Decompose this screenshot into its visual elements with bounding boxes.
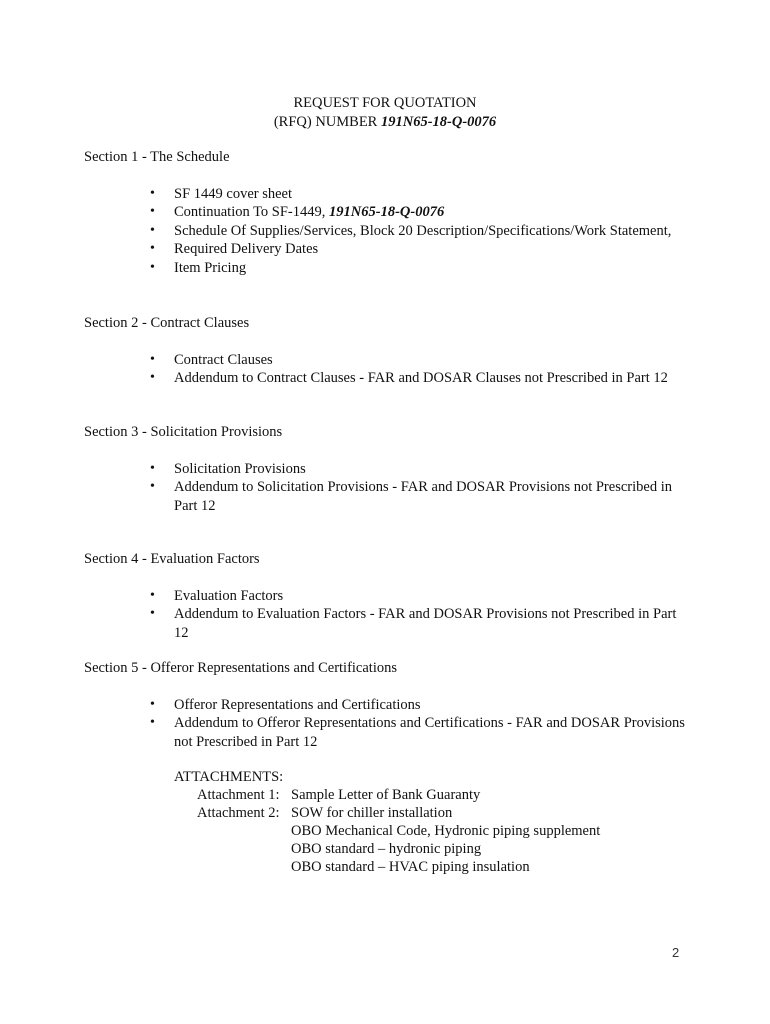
attachment-label: Attachment 1: <box>197 787 280 803</box>
attachment-2 <box>174 804 694 822</box>
attachment-value: SOW for chiller installation <box>291 805 453 821</box>
bullet-list <box>84 696 694 752</box>
rfq-number-inline: 191N65-18-Q-0076 <box>329 204 445 220</box>
list-item: • Addendum to Contract Clauses - FAR and DOSAR Clauses not Prescribed in Part 12 <box>84 369 694 388</box>
list-item <box>84 203 694 222</box>
rfq-number: 191N65-18-Q-0076 <box>380 113 497 130</box>
attachment-sub-item: OBO standard – hydronic piping <box>291 841 482 857</box>
section-heading: Section 3 - Solicitation Provisions <box>84 424 283 440</box>
bullet-list <box>84 460 694 516</box>
list-item: • Addendum to Evaluation Factors - FAR and DOSAR Provisions not Prescribed in Part 12 <box>84 605 694 642</box>
list-item-text: Continuation To SF-1449, <box>174 204 330 220</box>
title-line-2 <box>0 113 770 132</box>
list-item: • Item Pricing <box>84 259 694 278</box>
attachments-heading: ATTACHMENTS: <box>174 769 284 785</box>
list-item: • SF 1449 cover sheet <box>84 185 694 204</box>
attachment-sub-item: OBO Mechanical Code, Hydronic piping supplement <box>291 823 601 839</box>
list-item: • Solicitation Provisions <box>84 460 694 479</box>
attachment-value: Sample Letter of Bank Guaranty <box>291 787 481 803</box>
bullet-list <box>84 351 694 388</box>
list-item: • Offeror Representations and Certifications <box>84 696 694 715</box>
bullet-list <box>84 587 694 643</box>
list-item: • Schedule Of Supplies/Services, Block 20 Description/Specifications/Work Statement, <box>84 222 694 241</box>
list-item: • Addendum to Solicitation Provisions - FAR and DOSAR Provisions not Prescribed in Part 12 <box>84 478 694 515</box>
section-heading: Section 2 - Contract Clauses <box>84 315 250 331</box>
section-heading: Section 5 - Offeror Representations and Certifications <box>84 660 398 676</box>
bullet-list <box>84 185 694 278</box>
attachment-1 <box>174 786 694 804</box>
section-2 <box>84 314 694 388</box>
rfq-label: (RFQ) NUMBER <box>273 113 381 130</box>
section-3 <box>84 423 694 515</box>
section-heading: Section 1 - The Schedule <box>84 149 230 165</box>
section-heading: Section 4 - Evaluation Factors <box>84 551 260 567</box>
attachment-label: Attachment 2: <box>197 805 280 821</box>
section-5 <box>84 659 694 751</box>
section-1 <box>84 148 694 277</box>
attachment-sub-item: OBO standard – HVAC piping insulation <box>291 859 530 875</box>
list-item: • Contract Clauses <box>84 351 694 370</box>
title-line-1: REQUEST FOR QUOTATION <box>293 95 477 111</box>
attachments-block <box>174 768 694 876</box>
list-item: • Evaluation Factors <box>84 587 694 606</box>
document-title <box>0 94 770 131</box>
page-number: 2 <box>672 945 680 960</box>
section-4 <box>84 550 694 642</box>
list-item: • Addendum to Offeror Representations and Certifications - FAR and DOSAR Provisions not Prescribed in Part 12 <box>84 714 694 751</box>
list-item: • Required Delivery Dates <box>84 240 694 259</box>
